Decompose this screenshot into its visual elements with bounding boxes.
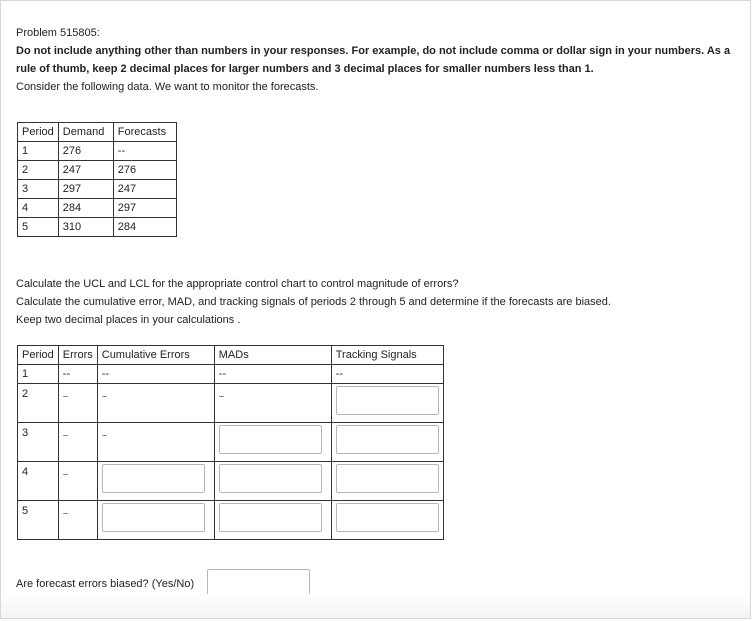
demand-forecast-table (17, 122, 177, 237)
mad-input-4[interactable] (219, 464, 322, 493)
cell: 2 (18, 161, 59, 180)
cell: 1 (18, 365, 59, 384)
cell: 4 (18, 462, 59, 501)
tracking-signal-input-4[interactable] (336, 464, 439, 493)
cell: 284 (58, 199, 113, 218)
cell: 4 (18, 199, 59, 218)
cell: 276 (58, 142, 113, 161)
cell: 5 (18, 218, 59, 237)
table-row (18, 365, 444, 384)
cell (214, 423, 331, 462)
problem-id: Problem 515805: (16, 27, 100, 39)
cell: ... (58, 423, 97, 462)
question-decimals: Keep two decimal places in your calculations . (16, 314, 241, 326)
cell: 276 (113, 161, 176, 180)
col-tracking-signals: Tracking Signals (331, 346, 443, 365)
cell (97, 462, 214, 501)
col-forecasts: Forecasts (113, 123, 176, 142)
cell: 3 (18, 423, 59, 462)
table-row (18, 142, 177, 161)
table-row (18, 180, 177, 199)
table-header-row (18, 346, 444, 365)
cell: 2 (18, 384, 59, 423)
tracking-signal-input-5[interactable] (336, 503, 439, 532)
col-period: Period (18, 346, 59, 365)
cell: ... (97, 384, 214, 423)
cell (214, 501, 331, 540)
cumulative-error-input-5[interactable] (102, 503, 205, 532)
cell: -- (214, 365, 331, 384)
table-header-row (18, 123, 177, 142)
cell: ... (97, 423, 214, 462)
cell (331, 501, 443, 540)
cell: 247 (58, 161, 113, 180)
cell: 310 (58, 218, 113, 237)
col-period: Period (18, 123, 59, 142)
table-row (18, 384, 444, 423)
tracking-signal-input-2[interactable] (336, 386, 439, 415)
table-row (18, 199, 177, 218)
cell (214, 462, 331, 501)
question-tracking: Calculate the cumulative error, MAD, and tracking signals of periods 2 through 5 and determine if the forecasts are biased. (16, 296, 611, 308)
cell: ... (214, 384, 331, 423)
cell (331, 423, 443, 462)
cell: ... (58, 501, 97, 540)
cell: 247 (113, 180, 176, 199)
col-cumulative-errors: Cumulative Errors (97, 346, 214, 365)
cumulative-error-input-4[interactable] (102, 464, 205, 493)
table-row (18, 218, 177, 237)
tracking-signal-input-3[interactable] (336, 425, 439, 454)
questions (16, 275, 611, 329)
col-mads: MADs (214, 346, 331, 365)
question-ucl-lcl: Calculate the UCL and LCL for the appropriate control chart to control magnitude of errors? (16, 278, 459, 290)
cell (97, 501, 214, 540)
cell: 3 (18, 180, 59, 199)
bottom-fade (1, 594, 750, 618)
cell (331, 384, 443, 423)
mad-input-3[interactable] (219, 425, 322, 454)
table-row (18, 462, 444, 501)
col-demand: Demand (58, 123, 113, 142)
cell: 5 (18, 501, 59, 540)
table-row (18, 161, 177, 180)
cell: -- (113, 142, 176, 161)
cell: -- (331, 365, 443, 384)
table-row (18, 423, 444, 462)
cell: 297 (58, 180, 113, 199)
cell: ... (58, 384, 97, 423)
tracking-signal-table (17, 345, 444, 540)
cell: 284 (113, 218, 176, 237)
cell: -- (58, 365, 97, 384)
cell (331, 462, 443, 501)
table-row (18, 501, 444, 540)
col-errors: Errors (58, 346, 97, 365)
instructions: Do not include anything other than numbers in your responses. For example, do not include comma or dollar sign in your numbers. As a rule of thumb, keep 2 decimal places for larger numbers and 3 decimal places for smaller numbers less than 1. (16, 45, 731, 75)
biased-label: Are forecast errors biased? (Yes/No) (16, 578, 195, 590)
cell: -- (97, 365, 214, 384)
cell: 1 (18, 142, 59, 161)
intro-text: Consider the following data. We want to monitor the forecasts. (16, 81, 319, 93)
cell: ... (58, 462, 97, 501)
mad-input-5[interactable] (219, 503, 322, 532)
cell: 297 (113, 199, 176, 218)
